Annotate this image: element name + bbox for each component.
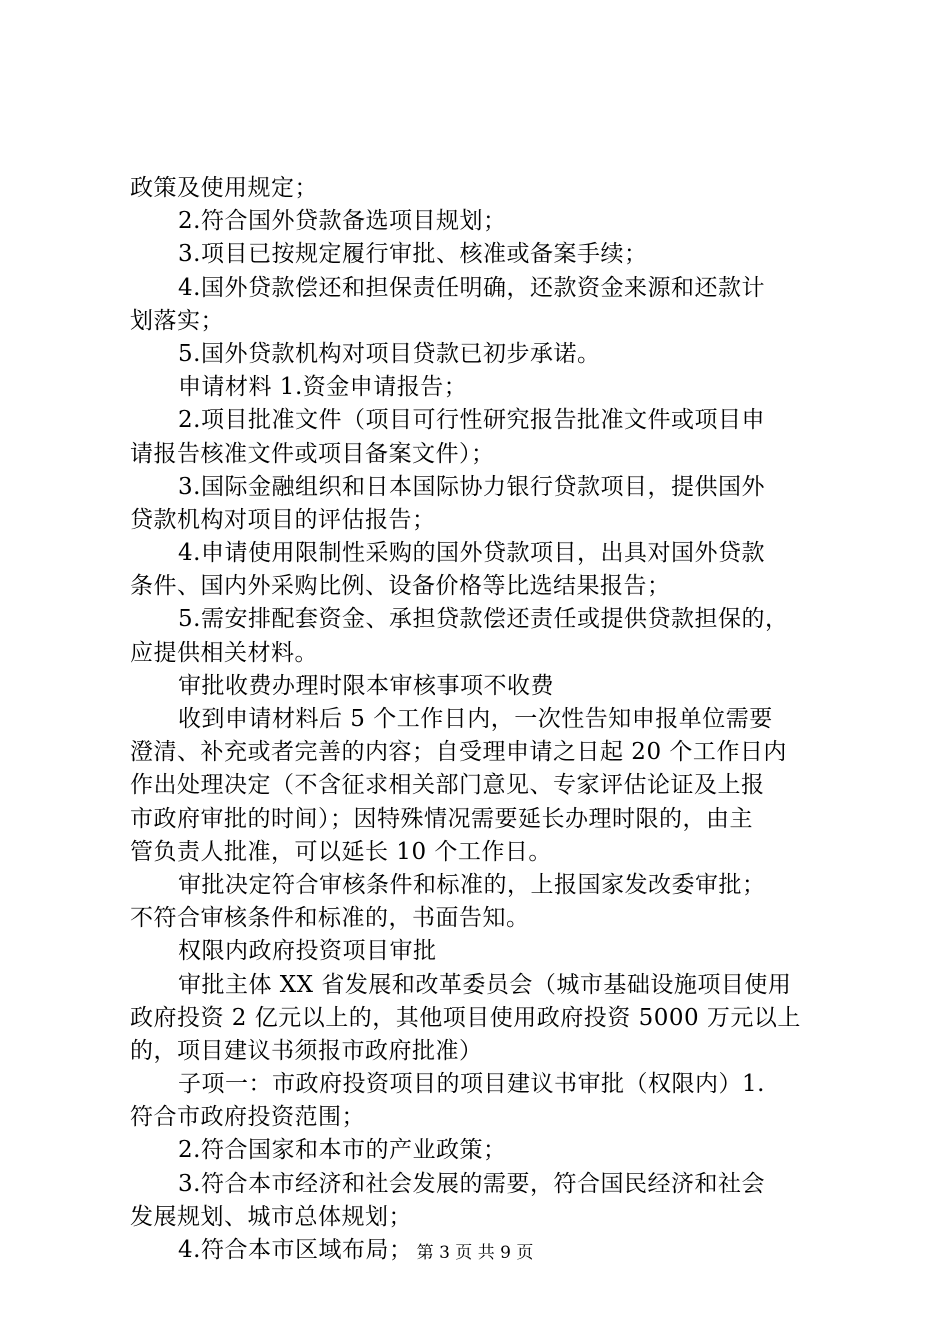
text-line: 5.需安排配套资金、承担贷款偿还责任或提供贷款担保的， (178, 606, 789, 633)
text-line: 政府投资 2 亿元以上的，其他项目使用政府投资 5000 万元以上 (130, 1004, 801, 1031)
text-line: 市政府审批的时间）；因特殊情况需要延长办理时限的，由主 (130, 805, 753, 832)
text-line: 4.国外贷款偿还和担保责任明确，还款资金来源和还款计 (178, 274, 765, 301)
text-line: 请报告核准文件或项目备案文件）； (130, 440, 495, 467)
text-line: 权限内政府投资项目审批 (178, 938, 437, 965)
text-line: 申请材料 1.资金申请报告； (178, 374, 468, 401)
text-line: 符合市政府投资范围； (130, 1104, 365, 1131)
text-line: 审批决定符合审核条件和标准的，上报国家发改委审批； (178, 871, 766, 898)
text-line: 3.项目已按规定履行审批、核准或备案手续； (178, 241, 648, 268)
text-line: 作出处理决定（不含征求相关部门意见、专家评估论证及上报 (130, 772, 765, 799)
text-line: 条件、国内外采购比例、设备价格等比选结果报告； (130, 573, 671, 600)
text-line: 2.符合国外贷款备选项目规划； (178, 208, 507, 235)
text-line: 划落实； (130, 307, 224, 334)
text-line: 政策及使用规定； (130, 175, 318, 201)
text-line: 2.项目批准文件（项目可行性研究报告批准文件或项目申 (178, 407, 765, 434)
text-line: 应提供相关材料。 (130, 639, 318, 666)
text-line: 子项一：市政府投资项目的项目建议书审批（权限内）1. (178, 1071, 765, 1098)
text-line: 收到申请材料后 5 个工作日内，一次性告知申报单位需要 (178, 706, 773, 732)
text-line: 审批收费办理时限本审核事项不收费 (178, 672, 554, 699)
text-line: 贷款机构对项目的评估报告； (130, 506, 436, 533)
text-line: 的，项目建议书须报市政府批准） (130, 1037, 483, 1064)
text-line: 管负责人批准，可以延长 10 个工作日。 (130, 838, 552, 865)
text-line: 不符合审核条件和标准的，书面告知。 (130, 905, 530, 932)
text-line: 澄清、补充或者完善的内容；自受理申请之日起 20 个工作日内 (130, 739, 787, 766)
text-line: 4.申请使用限制性采购的国外贷款项目，出具对国外贷款 (178, 540, 765, 567)
text-line: 3.国际金融组织和日本国际协力银行贷款项目，提供国外 (178, 473, 765, 500)
text-line: 发展规划、城市总体规划； (130, 1203, 412, 1230)
document-body (130, 172, 835, 1267)
text-line: 5.国外贷款机构对项目贷款已初步承诺。 (178, 340, 601, 367)
text-line: 审批主体 XX 省发展和改革委员会（城市基础设施项目使用 (178, 971, 792, 998)
page-footer: 第 3 页 共 9 页 (416, 1243, 534, 1263)
text-line: 2.符合国家和本市的产业政策； (178, 1137, 507, 1164)
text-line: 4.符合本市区域布局； (178, 1237, 413, 1263)
text-line: 3.符合本市经济和社会发展的需要，符合国民经济和社会 (178, 1170, 765, 1197)
